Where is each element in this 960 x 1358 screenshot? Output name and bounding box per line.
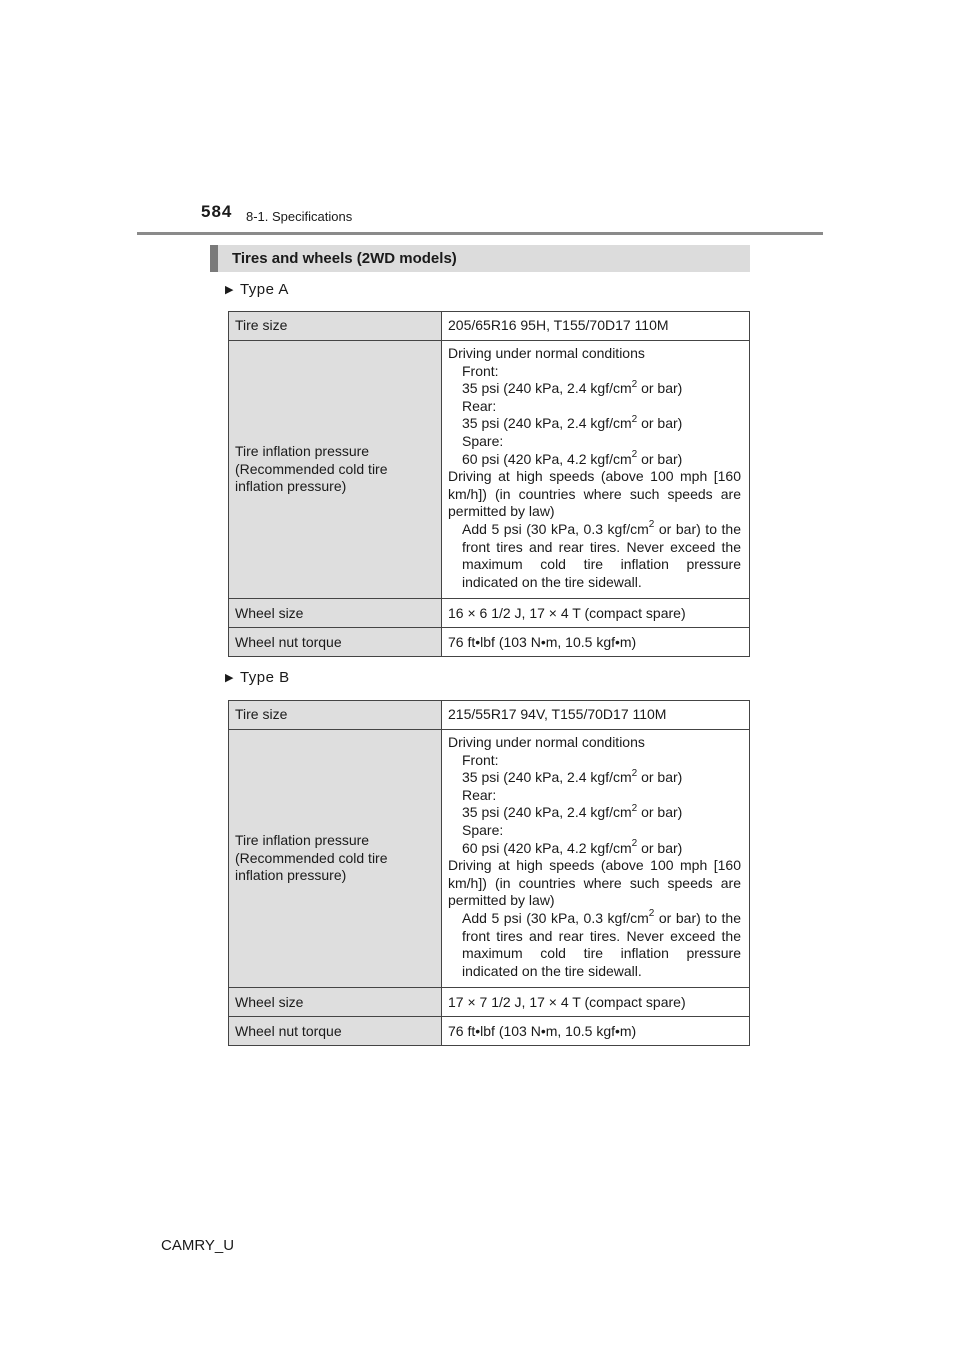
spec-table-type-a xyxy=(228,311,750,657)
pressure-value xyxy=(442,341,750,599)
type-b-text: Type B xyxy=(239,669,290,686)
spare-pressure: 60 psi (420 kPa, 4.2 kgf/$cm^2$ or bar) xyxy=(462,837,683,856)
front-label: Front: xyxy=(462,362,499,379)
front-pressure: 35 psi (240 kPa, 2.4 kgf/$cm^2$ or bar) xyxy=(462,378,683,397)
rear-pressure: 35 psi (240 kPa, 2.4 kgf/$cm^2$ or bar) xyxy=(462,802,683,821)
tire-size-value: 215/55R17 94V, T155/70D17 110M xyxy=(442,701,750,730)
section-heading-bar xyxy=(210,245,750,272)
rear-label: Rear: xyxy=(462,786,497,803)
front-label: Front: xyxy=(462,751,499,768)
high-speed-instruction: Add 5 psi (30 kPa, 0.3 kgf/$cm^2$ or bar) to the front tires and rear tires. Never exceed the maximum cold tire inflation pressure indicated on the tire sidewall. xyxy=(462,519,741,590)
type-b-label xyxy=(225,669,290,686)
tire-size-value: 205/65R16 95H, T155/70D17 110M xyxy=(442,312,750,341)
wheel-size-value: 16 × 6 1/2 J, 17 × 4 T (compact spare) xyxy=(442,599,750,628)
table-row xyxy=(229,701,750,730)
table-row xyxy=(229,341,750,599)
table-row xyxy=(229,730,750,988)
spare-label: Spare: xyxy=(462,432,504,449)
front-pressure: 35 psi (240 kPa, 2.4 kgf/$cm^2$ or bar) xyxy=(462,767,683,786)
nut-torque-value: 76 ft•lbf (103 N•m, 10.5 kgf•m) xyxy=(442,1017,750,1046)
nut-torque-label: Wheel nut torque xyxy=(229,628,442,657)
triangle-bullet-icon: ▶ xyxy=(225,284,234,296)
nut-torque-label: Wheel nut torque xyxy=(229,1017,442,1046)
tire-size-label: Tire size xyxy=(229,312,442,341)
page-number: 584 xyxy=(201,202,233,221)
wheel-size-label: Wheel size xyxy=(229,599,442,628)
table-row xyxy=(229,312,750,341)
pressure-value xyxy=(442,730,750,988)
pressure-label: Tire inflation pressure (Recommended cold tire inflation pressure) xyxy=(229,730,442,988)
triangle-bullet-icon: ▶ xyxy=(225,672,234,684)
nut-torque-value: 76 ft•lbf (103 N•m, 10.5 kgf•m) xyxy=(442,628,750,657)
high-speed-heading: Driving at high speeds (above 100 mph [160 km/h]) (in countries where such speeds are permitted by law) xyxy=(448,468,741,520)
tire-size-label: Tire size xyxy=(229,701,442,730)
spare-label: Spare: xyxy=(462,821,504,838)
section-title: Tires and wheels (2WD models) xyxy=(232,250,457,267)
wheel-size-value: 17 × 7 1/2 J, 17 × 4 T (compact spare) xyxy=(442,988,750,1017)
table-row xyxy=(229,628,750,657)
rear-pressure: 35 psi (240 kPa, 2.4 kgf/$cm^2$ or bar) xyxy=(462,413,683,432)
table-row xyxy=(229,988,750,1017)
high-speed-heading: Driving at high speeds (above 100 mph [160 km/h]) (in countries where such speeds are permitted by law) xyxy=(448,857,741,909)
rear-label: Rear: xyxy=(462,397,497,414)
table-row xyxy=(229,1017,750,1046)
type-a-label xyxy=(225,281,289,298)
chapter-section: 8-1. Specifications xyxy=(246,209,353,224)
normal-conditions-heading: Driving under normal conditions xyxy=(448,734,645,750)
normal-conditions-heading: Driving under normal conditions xyxy=(448,345,645,361)
model-id-footer: CAMRY_U xyxy=(161,1237,235,1254)
type-a-text: Type A xyxy=(239,281,289,298)
high-speed-instruction: Add 5 psi (30 kPa, 0.3 kgf/$cm^2$ or bar) to the front tires and rear tires. Never exceed the maximum cold tire inflation pressure indicated on the tire sidewall. xyxy=(462,908,741,979)
header-divider xyxy=(137,232,823,235)
spec-table-type-b xyxy=(228,700,750,1046)
wheel-size-label: Wheel size xyxy=(229,988,442,1017)
pressure-label: Tire inflation pressure (Recommended cold tire inflation pressure) xyxy=(229,341,442,599)
table-row xyxy=(229,599,750,628)
spare-pressure: 60 psi (420 kPa, 4.2 kgf/$cm^2$ or bar) xyxy=(462,448,683,467)
